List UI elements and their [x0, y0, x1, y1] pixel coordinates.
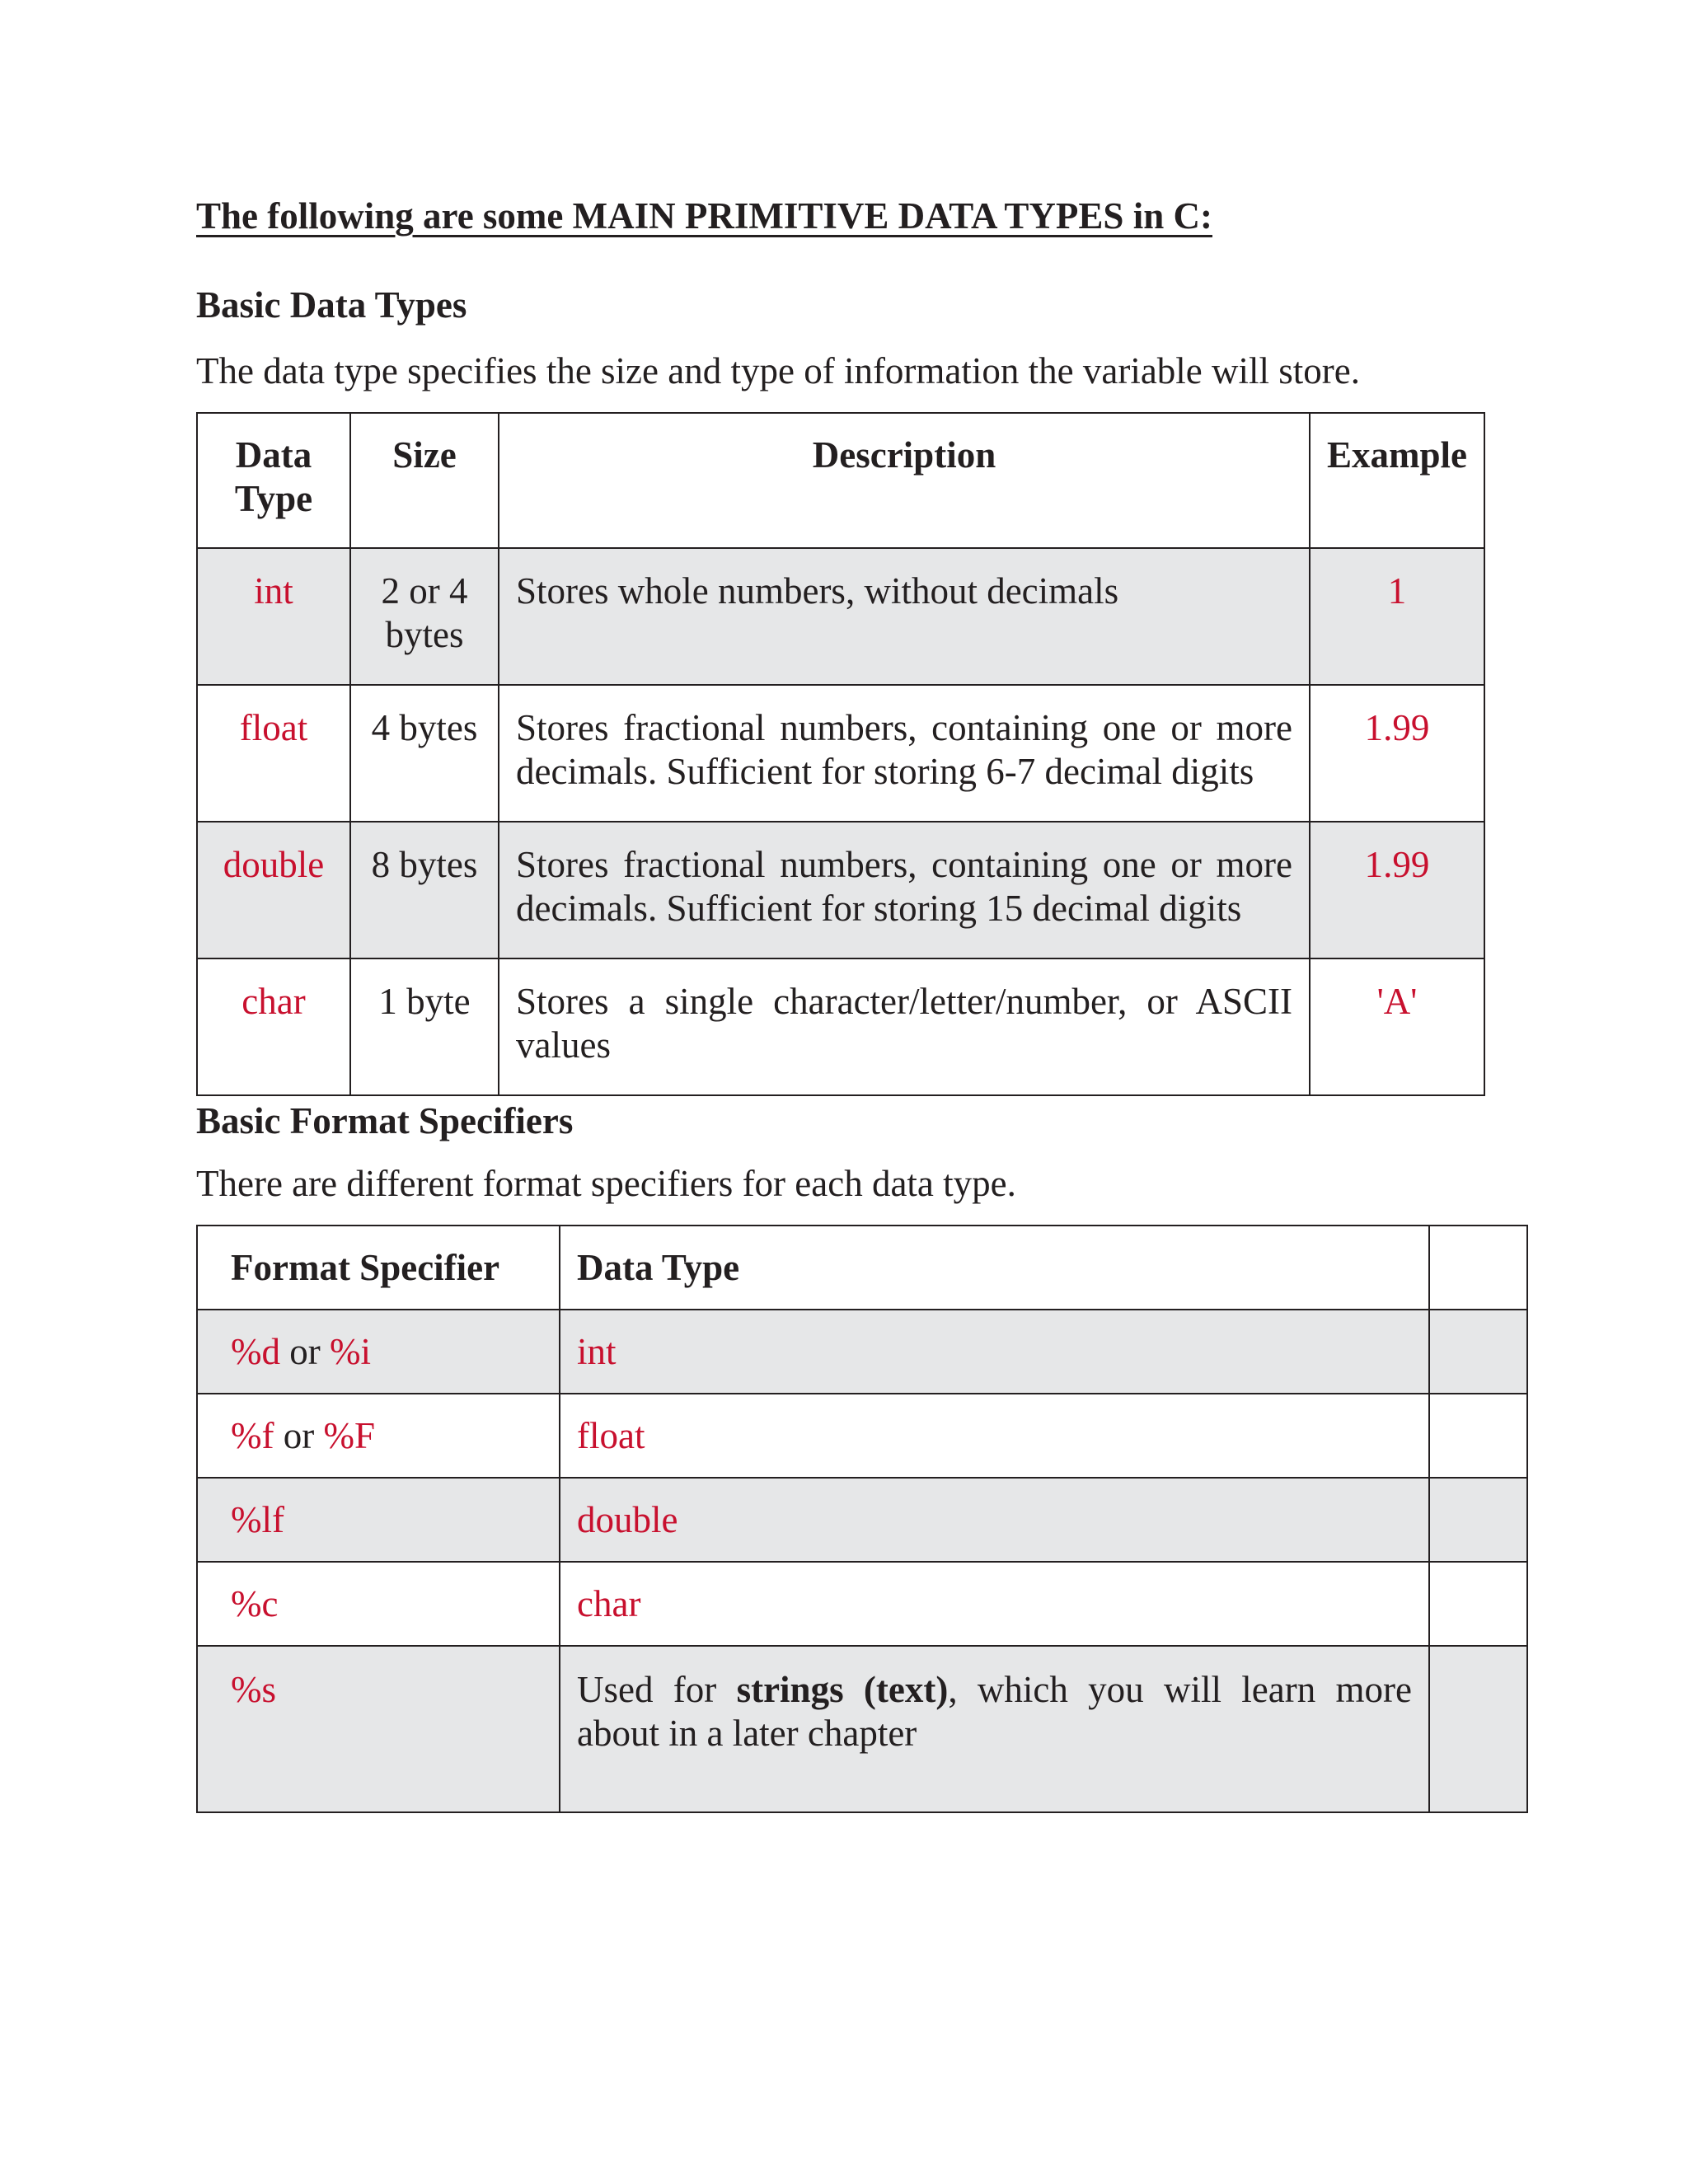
- empty-cell: [1429, 1394, 1527, 1478]
- size-cell: 8 bytes: [350, 822, 499, 958]
- type-cell: char: [197, 958, 350, 1095]
- table-row: [197, 1394, 1527, 1478]
- example-cell: 1.99: [1310, 685, 1484, 822]
- section-intro-data-types: The data type specifies the size and type of information the variable will store.: [196, 350, 1361, 391]
- table-row: [197, 1646, 1527, 1812]
- example-cell: 1.99: [1310, 822, 1484, 958]
- description-cell: Stores fractional numbers, containing one or more decimals. Sufficient for storing 15 decimal digits: [499, 822, 1310, 958]
- header-empty-cell: [1429, 1226, 1527, 1310]
- header-data-type: Data Type: [560, 1226, 1429, 1310]
- size-cell: 4 bytes: [350, 685, 499, 822]
- description-cell: Stores a single character/letter/number, or ASCII values: [499, 958, 1310, 1095]
- table-header-row: [197, 1226, 1527, 1310]
- type-cell: float: [197, 685, 350, 822]
- type-cell: double: [197, 822, 350, 958]
- data-type-cell: int: [560, 1310, 1429, 1394]
- table-row: [197, 1310, 1527, 1394]
- data-type-cell: char: [560, 1562, 1429, 1646]
- specifier-cell: %d or %i: [197, 1310, 560, 1394]
- type-cell: int: [197, 548, 350, 685]
- example-cell: 1: [1310, 548, 1484, 685]
- table-row: [197, 1478, 1527, 1562]
- empty-cell: [1429, 1646, 1527, 1812]
- table-header-row: [197, 413, 1484, 548]
- table-row: [197, 685, 1484, 822]
- data-types-table: [196, 412, 1485, 1096]
- table-row: [197, 958, 1484, 1095]
- header-format-specifier: Format Specifier: [197, 1226, 560, 1310]
- table-row: [197, 548, 1484, 685]
- section-title-format-specifiers: Basic Format Specifiers: [196, 1100, 574, 1141]
- specifier-cell: %f or %F: [197, 1394, 560, 1478]
- header-description: Description: [499, 413, 1310, 548]
- specifier-cell: %lf: [197, 1478, 560, 1562]
- header-data-type: Data Type: [197, 413, 350, 548]
- table-row: [197, 1562, 1527, 1646]
- format-specifiers-table: [196, 1225, 1528, 1813]
- data-type-cell: double: [560, 1478, 1429, 1562]
- page-heading: The following are some MAIN PRIMITIVE DATA TYPES in C:: [196, 195, 1212, 237]
- empty-cell: [1429, 1478, 1527, 1562]
- description-cell: Stores fractional numbers, containing one or more decimals. Sufficient for storing 6-7 decimal digits: [499, 685, 1310, 822]
- size-cell: 2 or 4 bytes: [350, 548, 499, 685]
- example-cell: 'A': [1310, 958, 1484, 1095]
- section-intro-format-specifiers: There are different format specifiers for each data type.: [196, 1163, 1016, 1204]
- table-row: [197, 822, 1484, 958]
- header-example: Example: [1310, 413, 1484, 548]
- data-type-cell: float: [560, 1394, 1429, 1478]
- empty-cell: [1429, 1562, 1527, 1646]
- size-cell: 1 byte: [350, 958, 499, 1095]
- description-cell: Stores whole numbers, without decimals: [499, 548, 1310, 685]
- description-cell: Used for strings (text), which you will learn more about in a later chapter: [560, 1646, 1429, 1812]
- empty-cell: [1429, 1310, 1527, 1394]
- specifier-cell: %c: [197, 1562, 560, 1646]
- header-size: Size: [350, 413, 499, 548]
- section-title-basic-data-types: Basic Data Types: [196, 284, 467, 326]
- specifier-cell: %s: [197, 1646, 560, 1812]
